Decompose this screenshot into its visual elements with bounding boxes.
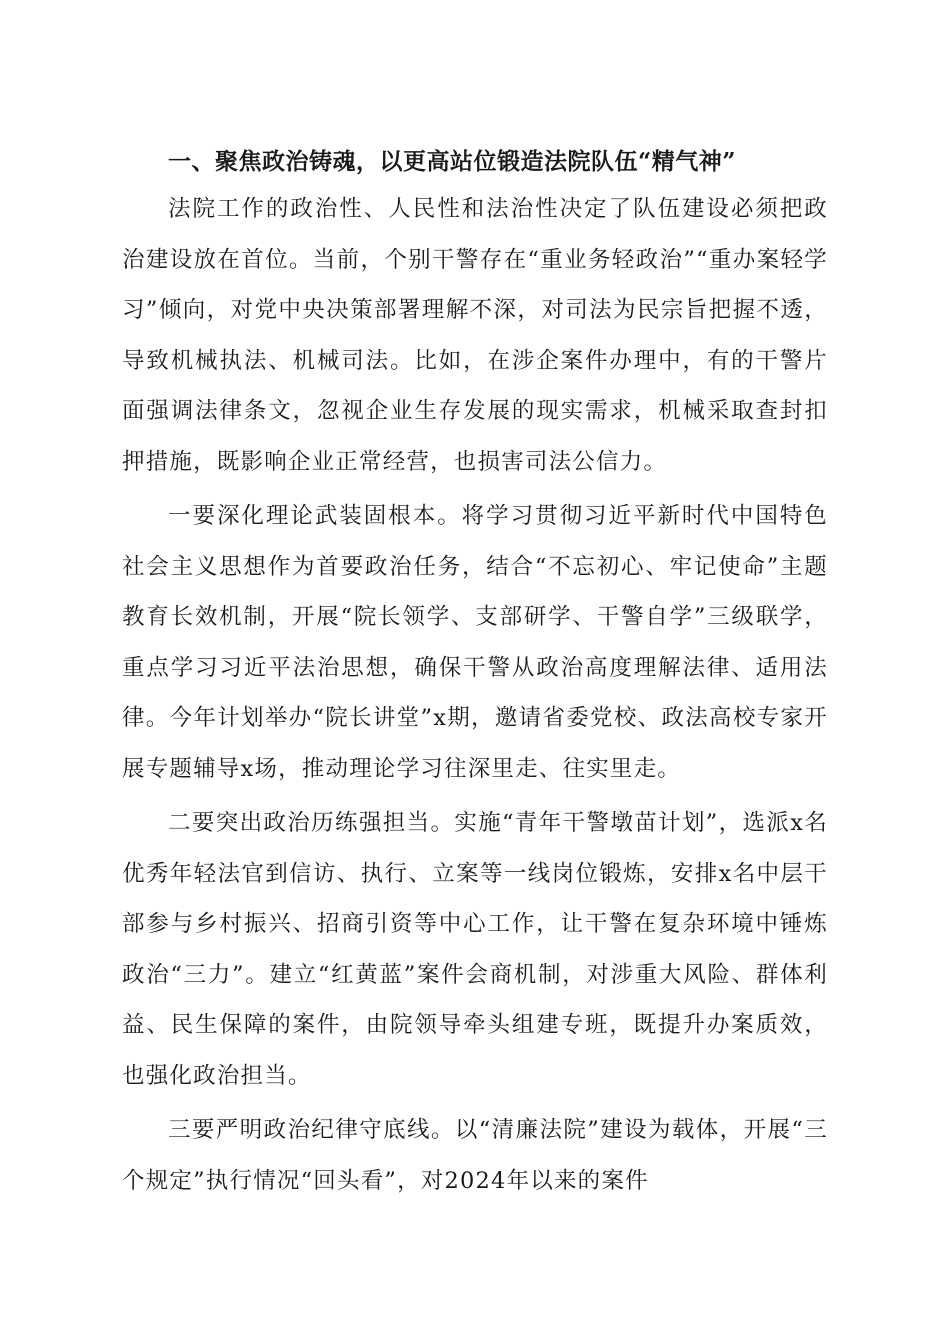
- paragraph-theory-study: 一要深化理论武装固根本。将学习贯彻习近平新时代中国特色社会主义思想作为首要政治任务，结合“不忘初心、牢记使命”主题教育长效机制，开展“院长领学、支部研学、干警自学”三级联学，重点学习习近平法治思想，确保干警从政治高度理解法律、适用法律。今年计划举办“院长讲堂”x期，邀请省委党校、政法高校专家开展专题辅导x场，推动理论学习往深里走、往实里走。: [122, 503, 828, 782]
- paragraph-intro: 法院工作的政治性、人民性和法治性决定了队伍建设必须把政治建设放在首位。当前，个别干警存在“重业务轻政治”“重办案轻学习”倾向，对党中央决策部署理解不深，对司法为民宗旨把握不透，导致机械执法、机械司法。比如，在涉企案件办理中，有的干警片面强调法律条文，忽视企业生存发展的现实需求，机械采取查封扣押措施，既影响企业正常经营，也损害司法公信力。: [122, 196, 828, 475]
- paragraph-political-training: 二要突出政治历练强担当。实施“青年干警墩苗计划”，选派x名优秀年轻法官到信访、执行、立案等一线岗位锻炼，安排x名中层干部参与乡村振兴、招商引资等中心工作，让干警在复杂环境中锤炼政治“三力”。建立“红黄蓝”案件会商机制，对涉重大风险、群体利益、民生保障的案件，由院领导牵头组建专班，既提升办案质效，也强化政治担当。: [122, 810, 828, 1089]
- section-heading: 一、聚焦政治铸魂，以更高站位锻造法院队伍“精气神”: [168, 148, 736, 175]
- paragraph-political-discipline: 三要严明政治纪律守底线。以“清廉法院”建设为载体，开展“三个规定”执行情况“回头看”，对2024年以来的案件: [122, 1117, 828, 1194]
- document-page: [122, 140, 828, 1210]
